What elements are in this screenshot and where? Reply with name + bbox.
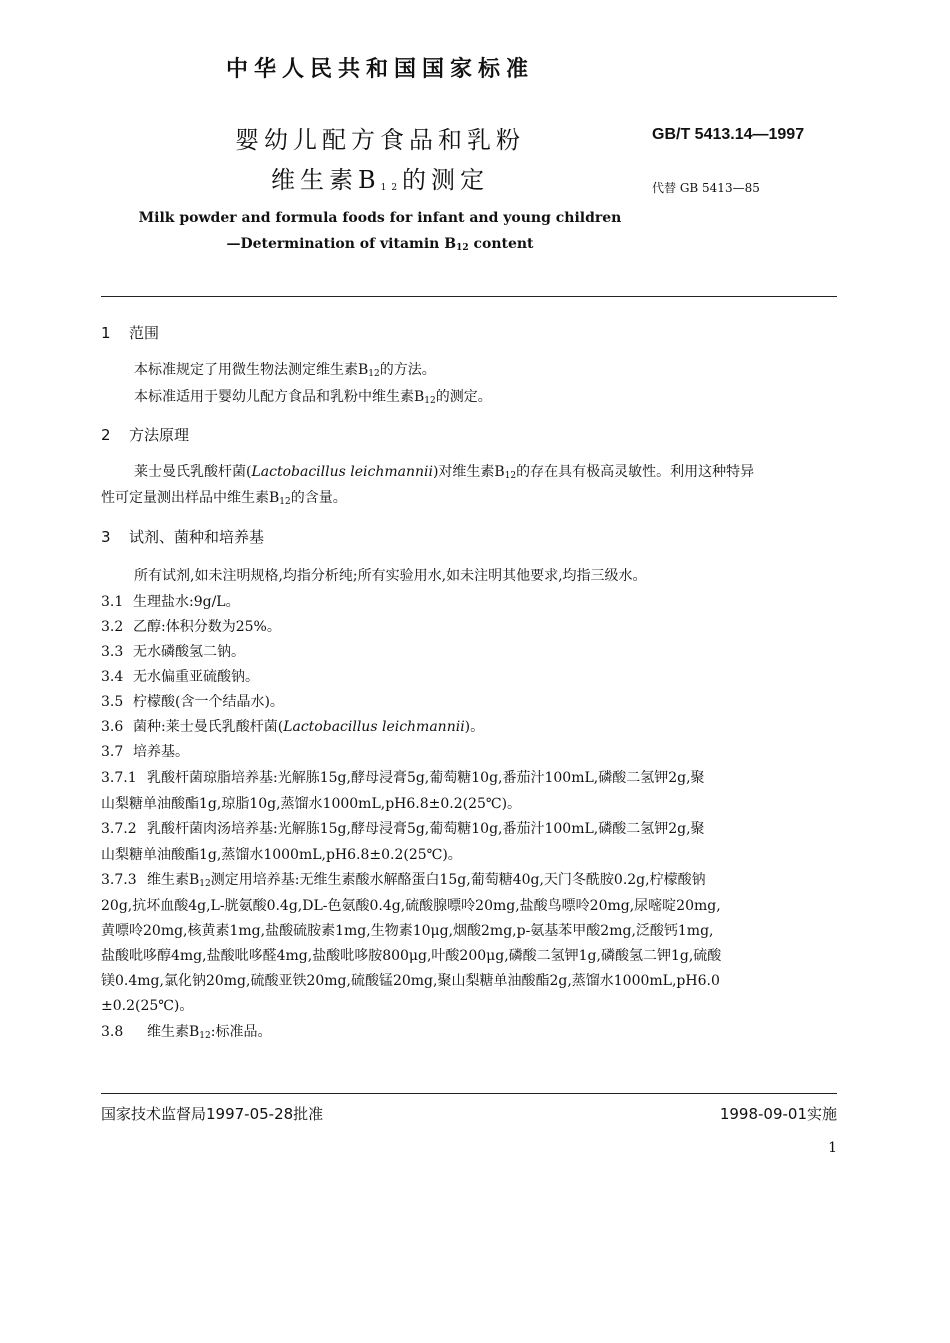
item-3-7-2-line-1: 3.7.2 乳酸杆菌肉汤培养基:光解胨15g,酵母浸膏5g,葡萄糖10g,番茄汁100mL,磷酸二氢钾2g,聚 <box>101 821 705 837</box>
item-3-7-3-line-3: 黄嘌呤20mg,核黄素1mg,盐酸硫胺素1mg,生物素10μg,烟酸2mg,p-氨基苯甲酸2mg,泛酸钙1mg, <box>101 923 714 939</box>
footer-divider <box>101 1093 837 1094</box>
document-title-line1: 婴幼儿配方食品和乳粉 <box>235 126 525 154</box>
effective-date: 1998-09-01实施 <box>719 1105 837 1123</box>
section-3-heading: 3 试剂、菌种和培养基 <box>101 528 265 546</box>
item-3-7-3-line-6: ±0.2(25℃)。 <box>101 998 194 1014</box>
item-3-6: 3.6 菌种:莱士曼氏乳酸杆菌(Lactobacillus leichmannii)。 <box>101 719 485 735</box>
item-3-7: 3.7 培养基。 <box>101 744 189 760</box>
item-3-1: 3.1 生理盐水:9g/L。 <box>101 594 240 610</box>
item-3-7-3-line-1: 3.7.3 维生素$B_{12}$测定用培养基:无维生素酸水解酪蛋白15g,葡萄糖40g,天门冬酰胺0.2g,柠檬酸钠 <box>101 872 706 889</box>
document-title-line2: 维生素$B_{12}$的测定 <box>270 166 490 194</box>
item-3-5: 3.5 柠檬酸(含一个结晶水)。 <box>101 694 284 710</box>
item-3-7-3-line-2: 20g,抗坏血酸4g,L-胱氨酸0.4g,DL-色氨酸0.4g,硫酸腺嘌呤20mg,盐酸鸟嘌呤20mg,尿嘧啶20mg, <box>101 898 721 914</box>
item-3-7-3-line-4: 盐酸吡哆醇4mg,盐酸吡哆醛4mg,盐酸吡哆胺800μg,叶酸200μg,磷酸二氢钾1g,磷酸氢二钾1g,硫酸 <box>101 948 722 964</box>
national-standard-header: 中华人民共和国国家标准 <box>225 57 534 82</box>
page-number: 1 <box>828 1140 837 1156</box>
section-1-para-1: 本标准规定了用微生物法测定维生素$B_{12}$的方法。 <box>134 362 436 379</box>
standard-number: GB/T 5413.14—1997 <box>652 126 805 143</box>
title-divider <box>101 296 837 297</box>
item-3-7-1-line-1: 3.7.1 乳酸杆菌琼脂培养基:光解胨15g,酵母浸膏5g,葡萄糖10g,番茄汁100mL,磷酸二氢钾2g,聚 <box>101 770 705 786</box>
section-3-intro: 所有试剂,如未注明规格,均指分析纯;所有实验用水,如未注明其他要求,均指三级水。 <box>134 568 647 584</box>
section-1-heading: 1 范围 <box>101 324 160 342</box>
item-3-7-2-line-2: 山梨糖单油酸酯1g,蒸馏水1000mL,pH6.8±0.2(25℃)。 <box>101 847 462 863</box>
english-title-line2: —Determination of vitamin $B_{12}$ content <box>226 236 534 253</box>
item-3-7-3-line-5: 镁0.4mg,氯化钠20mg,硫酸亚铁20mg,硫酸锰20mg,聚山梨糖单油酸酯2g,蒸馏水1000mL,pH6.0 <box>101 973 720 989</box>
approval-date: 国家技术监督局1997-05-28批准 <box>101 1105 324 1123</box>
replaces-standard: 代替 GB 5413—85 <box>652 181 760 195</box>
section-2-para-line-1: 莱士曼氏乳酸杆菌(Lactobacillus leichmannii)对维生素$B_{12}$的存在具有极高灵敏性。利用这种特异 <box>134 464 755 481</box>
item-3-7-1-line-2: 山梨糖单油酸酯1g,琼脂10g,蒸馏水1000mL,pH6.8±0.2(25℃)。 <box>101 796 522 812</box>
section-1-para-2: 本标准适用于婴幼儿配方食品和乳粉中维生素$B_{12}$的测定。 <box>134 389 492 406</box>
item-3-2: 3.2 乙醇:体积分数为25%。 <box>101 619 281 635</box>
english-title-line1: Milk powder and formula foods for infant and young children <box>138 210 622 226</box>
section-2-heading: 2 方法原理 <box>101 426 190 444</box>
section-2-para-line-2: 性可定量测出样品中维生素$B_{12}$的含量。 <box>101 490 347 507</box>
item-3-8: 3.8 维生素$B_{12}$:标准品。 <box>101 1024 272 1041</box>
item-3-4: 3.4 无水偏重亚硫酸钠。 <box>101 669 259 685</box>
item-3-3: 3.3 无水磷酸氢二钠。 <box>101 644 245 660</box>
